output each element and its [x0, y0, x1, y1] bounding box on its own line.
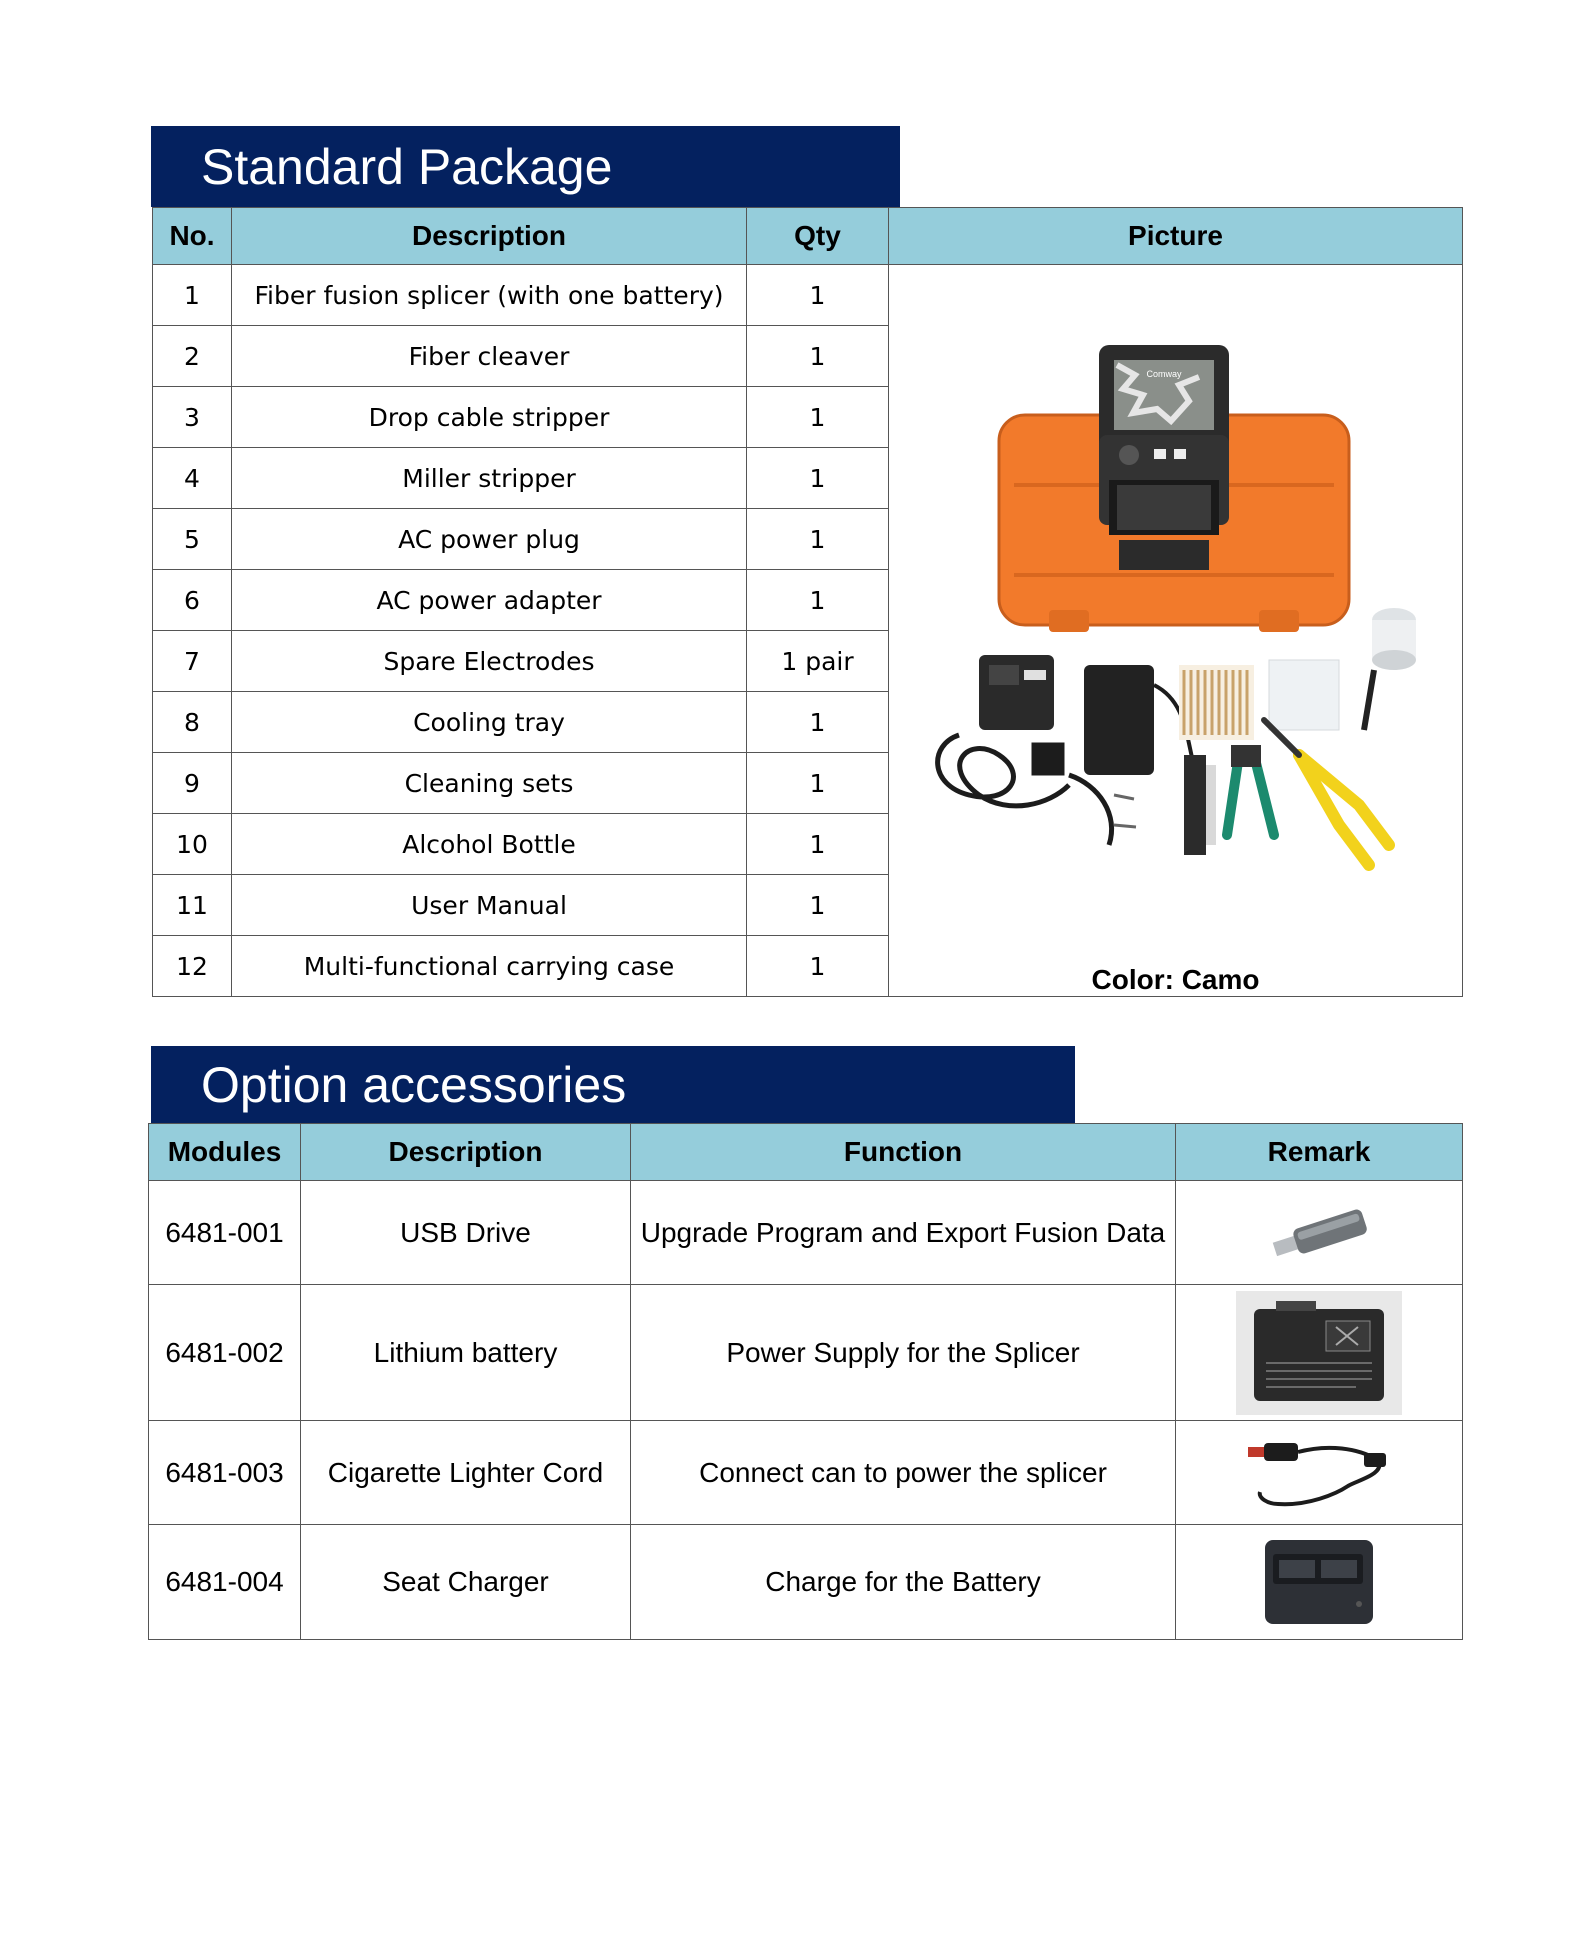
row-description: Miller stripper: [232, 448, 747, 509]
row-module: 6481-003: [149, 1421, 301, 1525]
row-function: Upgrade Program and Export Fusion Data: [631, 1181, 1176, 1285]
standard-package-banner: [151, 126, 900, 207]
row-qty: 1: [747, 509, 889, 570]
row-module: 6481-001: [149, 1181, 301, 1285]
row-qty: 1 pair: [747, 631, 889, 692]
row-qty: 1: [747, 692, 889, 753]
row-module: 6481-002: [149, 1285, 301, 1421]
row-description: Cooling tray: [232, 692, 747, 753]
table-header-row: [153, 208, 1463, 265]
option-accessories-table: [148, 1123, 1463, 1640]
row-module: 6481-004: [149, 1525, 301, 1640]
usb-drive-icon: [1264, 1198, 1374, 1268]
picture-cell: [889, 265, 1463, 997]
row-qty: 1: [747, 814, 889, 875]
row-no: 10: [153, 814, 232, 875]
standard-package-title: Standard Package: [201, 138, 613, 195]
row-remark: [1176, 1285, 1463, 1421]
row-description: Fiber fusion splicer (with one battery): [232, 265, 747, 326]
row-description: Cigarette Lighter Cord: [301, 1421, 631, 1525]
standard-package-table: [152, 207, 1463, 997]
color-caption: Color: Camo: [1091, 964, 1260, 995]
row-qty: 1: [747, 570, 889, 631]
row-no: 8: [153, 692, 232, 753]
row-description: AC power plug: [232, 509, 747, 570]
option-accessories-banner: [151, 1046, 1075, 1124]
header-description: Description: [301, 1124, 631, 1181]
battery-icon: [1236, 1291, 1402, 1415]
row-qty: 1: [747, 448, 889, 509]
header-qty: Qty: [747, 208, 889, 265]
table-header-row: [149, 1124, 1463, 1181]
row-remark: [1176, 1525, 1463, 1640]
row-remark: [1176, 1181, 1463, 1285]
row-qty: 1: [747, 875, 889, 936]
row-no: 12: [153, 936, 232, 997]
alcohol-bottle-icon: [1372, 608, 1416, 670]
row-no: 11: [153, 875, 232, 936]
row-description: Alcohol Bottle: [232, 814, 747, 875]
row-no: 1: [153, 265, 232, 326]
header-description: Description: [232, 208, 747, 265]
row-function: Connect can to power the splicer: [631, 1421, 1176, 1525]
row-description: Spare Electrodes: [232, 631, 747, 692]
header-remark: Remark: [1176, 1124, 1463, 1181]
row-no: 7: [153, 631, 232, 692]
row-qty: 1: [747, 936, 889, 997]
fiber-cleaver-icon: [979, 655, 1054, 730]
table-row: [153, 265, 1463, 326]
table-row: [149, 1285, 1463, 1421]
splicer-kit-image: [919, 335, 1429, 945]
row-no: 5: [153, 509, 232, 570]
row-description: Cleaning sets: [232, 753, 747, 814]
row-no: 6: [153, 570, 232, 631]
row-qty: 1: [747, 387, 889, 448]
row-description: Drop cable stripper: [232, 387, 747, 448]
car-cord-icon: [1244, 1433, 1394, 1513]
row-description: Seat Charger: [301, 1525, 631, 1640]
charger-icon: [1259, 1532, 1379, 1632]
table-row: [149, 1525, 1463, 1640]
row-description: User Manual: [232, 875, 747, 936]
row-qty: 1: [747, 753, 889, 814]
row-no: 2: [153, 326, 232, 387]
row-description: Lithium battery: [301, 1285, 631, 1421]
splicer-brand: Comway: [1146, 369, 1182, 379]
header-picture: Picture: [889, 208, 1463, 265]
header-modules: Modules: [149, 1124, 301, 1181]
row-qty: 1: [747, 326, 889, 387]
row-remark: [1176, 1421, 1463, 1525]
row-no: 9: [153, 753, 232, 814]
row-function: Charge for the Battery: [631, 1525, 1176, 1640]
row-qty: 1: [747, 265, 889, 326]
header-no: No.: [153, 208, 232, 265]
cooling-tray-icon: [1184, 755, 1216, 855]
header-function: Function: [631, 1124, 1176, 1181]
row-no: 3: [153, 387, 232, 448]
table-row: [149, 1421, 1463, 1525]
row-description: USB Drive: [301, 1181, 631, 1285]
row-description: Multi-functional carrying case: [232, 936, 747, 997]
row-description: AC power adapter: [232, 570, 747, 631]
option-accessories-title: Option accessories: [201, 1057, 627, 1113]
row-function: Power Supply for the Splicer: [631, 1285, 1176, 1421]
row-description: Fiber cleaver: [232, 326, 747, 387]
row-no: 4: [153, 448, 232, 509]
table-row: [149, 1181, 1463, 1285]
